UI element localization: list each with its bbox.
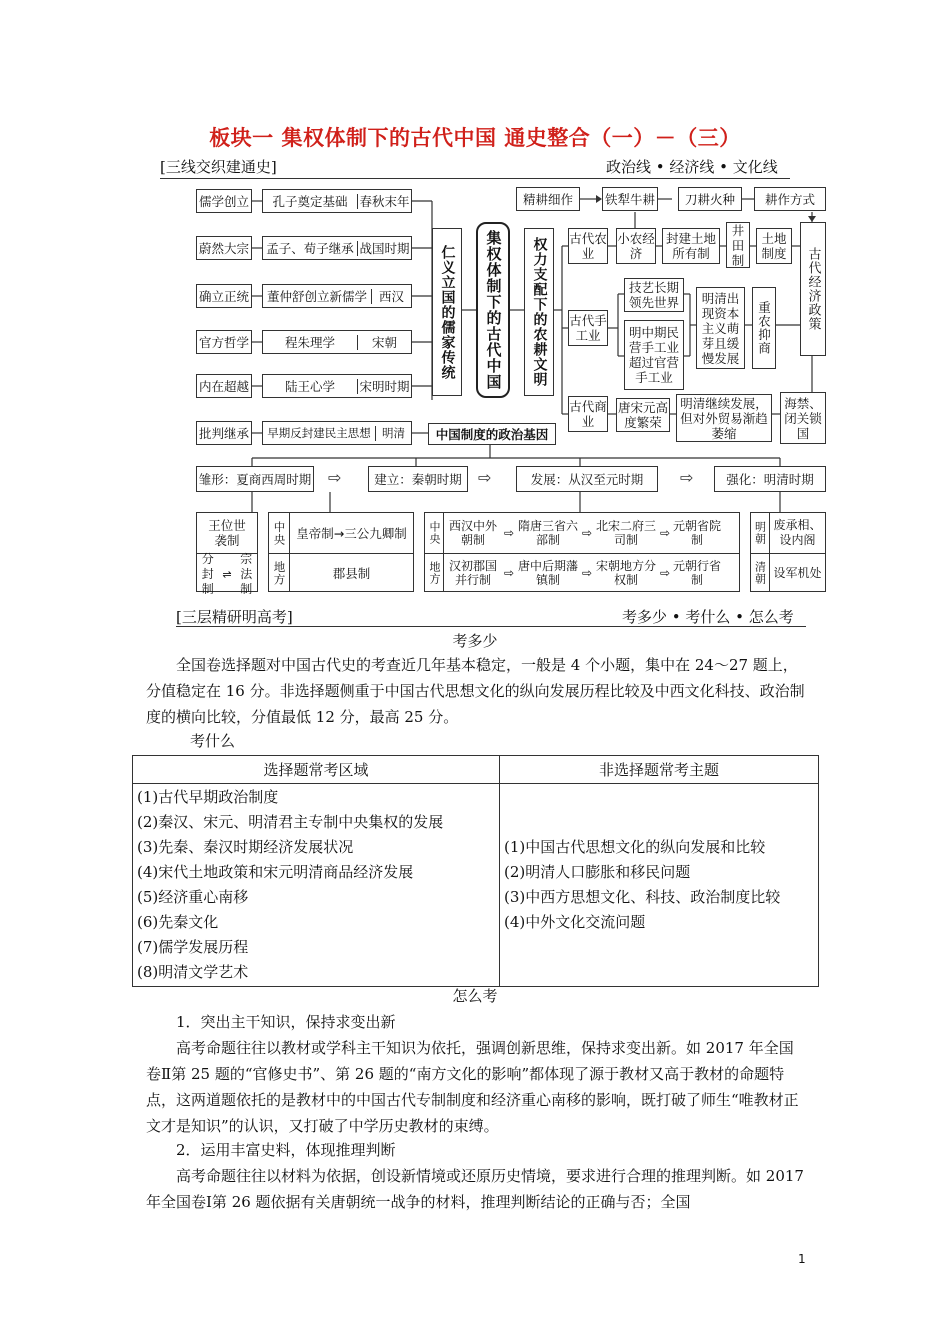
dev-central-label: 中央 — [425, 513, 444, 553]
mingqing-system — [750, 512, 826, 592]
stage-arrow-3: ⇨ — [680, 468, 694, 487]
qing-row — [751, 554, 825, 592]
farming-3: 刀耕火种 — [678, 187, 742, 211]
ming-row — [751, 513, 825, 554]
table-left-cell — [133, 784, 500, 987]
culture-content-3: 董仲舒创立新儒学 — [263, 289, 372, 304]
culture-row-2 — [262, 236, 412, 260]
dev-arrow-icon: ⇨ — [503, 526, 515, 540]
stage-3: 发展：从汉至元时期 — [516, 466, 658, 492]
culture-content-2: 孟子、荀子继承 — [263, 241, 358, 256]
agri-5: 土地制度 — [756, 228, 792, 264]
list-item: (2)明清人口膨胀和移民问题 — [504, 863, 691, 881]
culture-period-2: 战国时期 — [359, 240, 410, 256]
handicraft-2: 技艺长期领先世界 — [624, 278, 684, 312]
zenmekao-heading: 怎么考 — [452, 987, 498, 1005]
culture-period-3: 西汉 — [378, 288, 404, 304]
econ-policy: 古代经济政策 — [800, 222, 826, 356]
zenmekao-p2: 高考命题往往以材料为依据，创设新情境或还原历史情境，要求进行合理的推理判断。如 2017 年全国卷Ⅰ第 26 题依据有关唐朝统一战争的材料，推理判断结论的正确与否；全国 — [146, 1167, 804, 1211]
center-topic: 集权体制下的古代中国 — [476, 222, 510, 398]
dev-central-2: 隋唐三省六部制 — [517, 519, 578, 547]
qin-central: 皇帝制→三公九卿制 — [296, 525, 407, 541]
list-item: (3)先秦、秦汉时期经济发展状况 — [137, 838, 354, 856]
list-item: (8)明清文学艺术 — [137, 963, 249, 981]
zenmekao-p2-title: 2．运用丰富史料，体现推理判断 — [176, 1141, 396, 1159]
kaoduoshao-heading: 考多少 — [452, 632, 498, 650]
list-item: (7)儒学发展历程 — [137, 938, 249, 956]
commerce-1: 古代商业 — [568, 396, 608, 432]
dev-local-4: 元朝行省制 — [672, 559, 721, 587]
stage-arrow-1: ⇨ — [328, 468, 342, 487]
dev-central-row — [425, 513, 739, 554]
page-number: 1 — [798, 1252, 806, 1266]
qin-local: 郡县制 — [332, 565, 371, 581]
list-item: (2)秦汉、宋元、明清君主专制中央集权的发展 — [137, 813, 444, 831]
dev-local-3: 宋朝地方分权制 — [595, 559, 656, 587]
culture-summary: 仁义立国的儒家传统 — [432, 228, 462, 396]
list-item: (6)先秦文化 — [137, 913, 219, 931]
early-bottom — [197, 551, 257, 596]
dev-local-1: 汉初郡国并行制 — [448, 559, 497, 587]
culture-stage-5: 内在超越 — [196, 374, 252, 398]
handicraft-4: 明清出现资本主义萌芽且缓慢发展 — [696, 287, 745, 369]
section2-right: 考多少 • 考什么 • 怎么考 — [622, 608, 794, 626]
dev-system — [424, 512, 740, 592]
dev-local-label: 地方 — [425, 554, 444, 592]
early-bottom-left: 分封制 — [201, 551, 214, 596]
qing-label: 清朝 — [751, 554, 770, 592]
dev-local-row — [425, 554, 739, 592]
culture-period-4: 宋朝 — [371, 334, 397, 350]
kaoshenme-heading: 考什么 — [190, 732, 236, 750]
kaoduoshao-para: 全国卷选择题对中国古代史的考查近几年基本稳定，一般是 4 个小题，集中在 24～27 题上，分值稳定在 16 分。非选择题侧重于中国古代思想文化的纵向发展历程比较及中西文化科技、政治制度的横向比较，分值最低 12 分，最高 25 分。 — [146, 656, 805, 726]
culture-row-4 — [262, 330, 412, 354]
dev-arrow-icon: ⇨ — [659, 566, 671, 580]
dev-central-4: 元朝省院制 — [672, 519, 721, 547]
commerce-2: 唐宋元高度繁荣 — [617, 400, 668, 430]
culture-row-6 — [262, 421, 412, 445]
ming-text: 废承相、设内阁 — [773, 518, 822, 547]
table-right-cell — [500, 784, 819, 987]
culture-row-5 — [262, 374, 412, 398]
section1-left: [三线交织建通史] — [160, 158, 277, 176]
culture-period-6: 明清 — [382, 425, 405, 440]
zenmekao-p1-title: 1．突出主干知识，保持求变出新 — [176, 1013, 396, 1031]
dev-local-2: 唐中后期藩镇制 — [517, 559, 578, 587]
table-header-left: 选择题常考区域 — [133, 756, 500, 784]
culture-row-1 — [262, 189, 412, 213]
culture-content-1: 孔子奠定基础 — [263, 194, 358, 209]
list-item: (1)中国古代思想文化的纵向发展和比较 — [504, 838, 766, 856]
stage-4: 强化：明清时期 — [714, 466, 826, 492]
qin-system — [268, 512, 414, 592]
handicraft-5: 重农抑商 — [752, 287, 776, 369]
early-system — [196, 512, 258, 596]
dev-arrow-icon: ⇨ — [581, 566, 593, 580]
handicraft-1: 古代手工业 — [568, 310, 608, 346]
agri-2: 小农经济 — [616, 228, 656, 264]
agri-3: 封建土地所有制 — [662, 228, 720, 264]
culture-stage-6: 批判继承 — [196, 421, 252, 445]
qin-central-row — [269, 513, 413, 554]
stage-arrow-2: ⇨ — [478, 468, 492, 487]
stage-1: 雏形：夏商西周时期 — [196, 466, 314, 492]
agri-4: 井田制 — [726, 222, 750, 268]
early-top: 王位世袭制 — [197, 513, 257, 554]
qin-local-label: 地方 — [269, 554, 290, 592]
section1-right: 政治线 • 经济线 • 文化线 — [606, 158, 778, 176]
qin-local-row — [269, 554, 413, 592]
list-item: (3)中西方思想文化、科技、政治制度比较 — [504, 888, 781, 906]
dev-arrow-icon: ⇨ — [581, 526, 593, 540]
culture-stage-4: 官方哲学 — [196, 330, 252, 354]
politics-base: 中国制度的政治基因 — [428, 423, 556, 445]
kaoshenme-table — [132, 755, 819, 987]
list-item: (4)中外文化交流问题 — [504, 913, 646, 931]
section2-left: [三层精研明高考] — [176, 608, 293, 626]
dev-central-3: 北宋二府三司制 — [595, 519, 656, 547]
commerce-3: 明清继续发展，但对外贸易渐趋萎缩 — [676, 394, 772, 442]
culture-stage-1: 儒学创立 — [196, 189, 252, 213]
agri-1: 古代农业 — [568, 228, 608, 264]
dev-central-1: 西汉中外朝制 — [448, 519, 497, 547]
farming-2: 铁犁牛耕 — [602, 187, 658, 211]
handicraft-3: 明中期民营手工业超过官营手工业 — [624, 320, 684, 390]
ming-label: 明朝 — [751, 513, 770, 553]
culture-period-5: 宋明时期 — [359, 378, 410, 394]
culture-content-5: 陆王心学 — [263, 379, 358, 394]
culture-content-4: 程朱理学 — [263, 335, 358, 350]
farming-1: 精耕细作 — [516, 187, 580, 211]
econ-summary: 权力支配下的农耕文明 — [524, 228, 554, 396]
qing-text: 设军机处 — [773, 565, 822, 580]
dev-arrow-icon: ⇨ — [503, 566, 515, 580]
early-bottom-right: 宗法制 — [240, 551, 253, 596]
section2-rule — [176, 626, 806, 627]
culture-row-3 — [262, 284, 412, 308]
zenmekao-p1: 高考命题往往以教材或学科主干知识为依托，强调创新思维，保持求变出新。如 2017 年全国卷Ⅱ第 25 题的“官修史书”、第 26 题的“南方文化的影响”都体现了源于教材又高于教材的命题特点，这两道题依托的是教材中的中国古代专制制度和经济重心南移的影响，既打破了师生“唯教材正文才是知识”的认识，又打破了中学历史教材的束缚。 — [146, 1039, 799, 1135]
list-item: (5)经济重心南移 — [137, 888, 249, 906]
commerce-4: 海禁、闭关锁国 — [780, 392, 826, 444]
exchange-arrow-icon: ⇌ — [222, 567, 232, 581]
qin-central-label: 中央 — [269, 513, 290, 553]
stage-2: 建立：秦朝时期 — [368, 466, 468, 492]
list-item: (4)宋代土地政策和宋元明清商品经济发展 — [137, 863, 414, 881]
list-item: (1)古代早期政治制度 — [137, 788, 279, 806]
page-title: 板块一 集权体制下的古代中国 通史整合（一）－（三） — [209, 126, 741, 150]
dev-arrow-icon: ⇨ — [659, 526, 671, 540]
farming-4: 耕作方式 — [754, 187, 826, 211]
culture-period-1: 春秋末年 — [359, 193, 410, 209]
table-header-right: 非选择题常考主题 — [500, 756, 819, 784]
culture-stage-3: 确立正统 — [196, 284, 252, 308]
culture-stage-2: 蔚然大宗 — [196, 236, 252, 260]
culture-content-6: 早期反封建民主思想 — [263, 426, 376, 441]
